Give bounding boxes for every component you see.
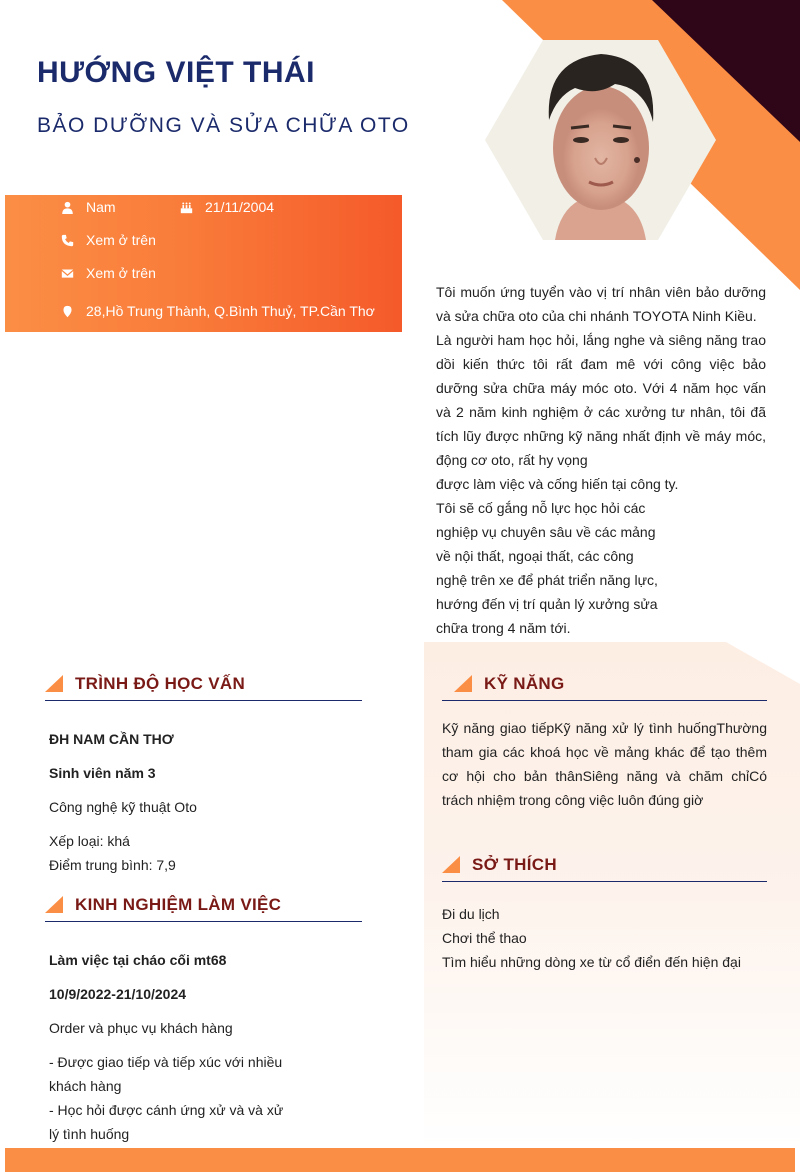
experience-line: - Được giao tiếp và tiếp xúc với nhiều <box>49 1054 283 1070</box>
career-objective <box>436 280 766 640</box>
section-divider <box>442 700 767 701</box>
objective-line: nghệ trên xe để phát triển năng lực, <box>436 572 658 588</box>
experience-role: Order và phục vụ khách hàng <box>49 1020 233 1036</box>
hobby-item: Đi du lịch <box>442 906 500 922</box>
objective-line: Tôi sẽ cố gắng nỗ lực học hỏi các <box>436 500 646 516</box>
address-value: 28,Hồ Trung Thành, Q.Bình Thuỷ, TP.Cần Thơ <box>86 303 375 319</box>
education-rank: Xếp loại: khá <box>49 833 130 849</box>
candidate-name: HƯỚNG VIỆT THÁI <box>37 56 315 89</box>
experience-line: - Học hỏi được cánh ứng xử và và xử <box>49 1102 284 1118</box>
section-divider <box>45 700 362 701</box>
experience-line: khách hàng <box>49 1078 122 1094</box>
user-icon <box>60 200 74 214</box>
skills-title: KỸ NĂNG <box>484 674 565 693</box>
envelope-icon <box>60 266 74 280</box>
profile-photo <box>485 40 716 240</box>
objective-paragraph: Là người ham học hỏi, lắng nghe và siêng năng trao dồi kiến thức tôi rất đam mê với công việc bảo dưỡng sửa chữa máy móc oto. Với 4 năm học vấn và 2 năm kinh nghiệm ở các xưởng tư nhân, tôi đã tích lũy được những kỹ năng nhất định về máy móc, động cơ oto, rất hy vọng <box>436 332 766 468</box>
education-gpa: Điểm trung bình: 7,9 <box>49 857 176 873</box>
hobbies-title: SỞ THÍCH <box>472 855 557 874</box>
panel-corner-decoration <box>726 642 800 684</box>
hobby-item: Chơi thể thao <box>442 930 527 946</box>
phone-row <box>60 232 156 248</box>
section-marker-icon <box>45 675 63 692</box>
birthday-row <box>179 199 274 215</box>
cake-icon <box>179 200 193 214</box>
birthday-value: 21/11/2004 <box>205 199 275 215</box>
objective-line: nghiệp vụ chuyên sâu về các mảng <box>436 524 656 540</box>
phone-icon <box>60 233 74 247</box>
email-row <box>60 265 156 281</box>
hobby-item: Tìm hiểu những dòng xe từ cổ điển đến hiện đại <box>442 954 741 970</box>
job-title: BẢO DƯỠNG VÀ SỬA CHỮA OTO <box>37 114 410 137</box>
skills-text: Kỹ năng giao tiếpKỹ năng xử lý tình huốngThường tham gia các khoá học về mảng khác để tạo thêm cơ hội cho bản thânSiêng năng và chăm chỉCó trách nhiệm trong công việc luôn đúng giờ <box>442 720 767 808</box>
email-value: Xem ở trên <box>86 265 156 281</box>
objective-paragraph: Tôi muốn ứng tuyển vào vị trí nhân viên bảo dưỡng và sửa chữa oto của chi nhánh TOYOTA Ninh Kiều. <box>436 284 766 324</box>
education-year: Sinh viên năm 3 <box>49 765 156 781</box>
section-divider <box>442 881 767 882</box>
address-row <box>60 303 375 319</box>
footer-bar <box>5 1148 795 1172</box>
experience-title: KINH NGHIỆM LÀM VIỆC <box>75 895 282 914</box>
experience-company: Làm việc tại cháo cối mt68 <box>49 952 227 968</box>
section-marker-icon <box>45 896 63 913</box>
education-major: Công nghệ kỹ thuật Oto <box>49 799 197 815</box>
gender-value: Nam <box>86 199 116 215</box>
gender-row <box>60 199 116 215</box>
section-divider <box>45 921 362 922</box>
map-marker-icon <box>60 304 74 318</box>
phone-value: Xem ở trên <box>86 232 156 248</box>
experience-line: lý tình huống <box>49 1126 130 1142</box>
education-title: TRÌNH ĐỘ HỌC VẤN <box>75 674 246 693</box>
objective-line: hướng đến vị trí quản lý xưởng sửa <box>436 596 658 612</box>
objective-line: chữa trong 4 năm tới. <box>436 620 571 636</box>
objective-line: về nội thất, ngoại thất, các công <box>436 548 634 564</box>
experience-period: 10/9/2022-21/10/2024 <box>49 986 187 1002</box>
education-school: ĐH NAM CẦN THƠ <box>49 731 174 747</box>
objective-line: được làm việc và cống hiến tại công ty. <box>436 476 679 492</box>
section-marker-icon <box>442 856 460 873</box>
section-marker-icon <box>454 675 472 692</box>
